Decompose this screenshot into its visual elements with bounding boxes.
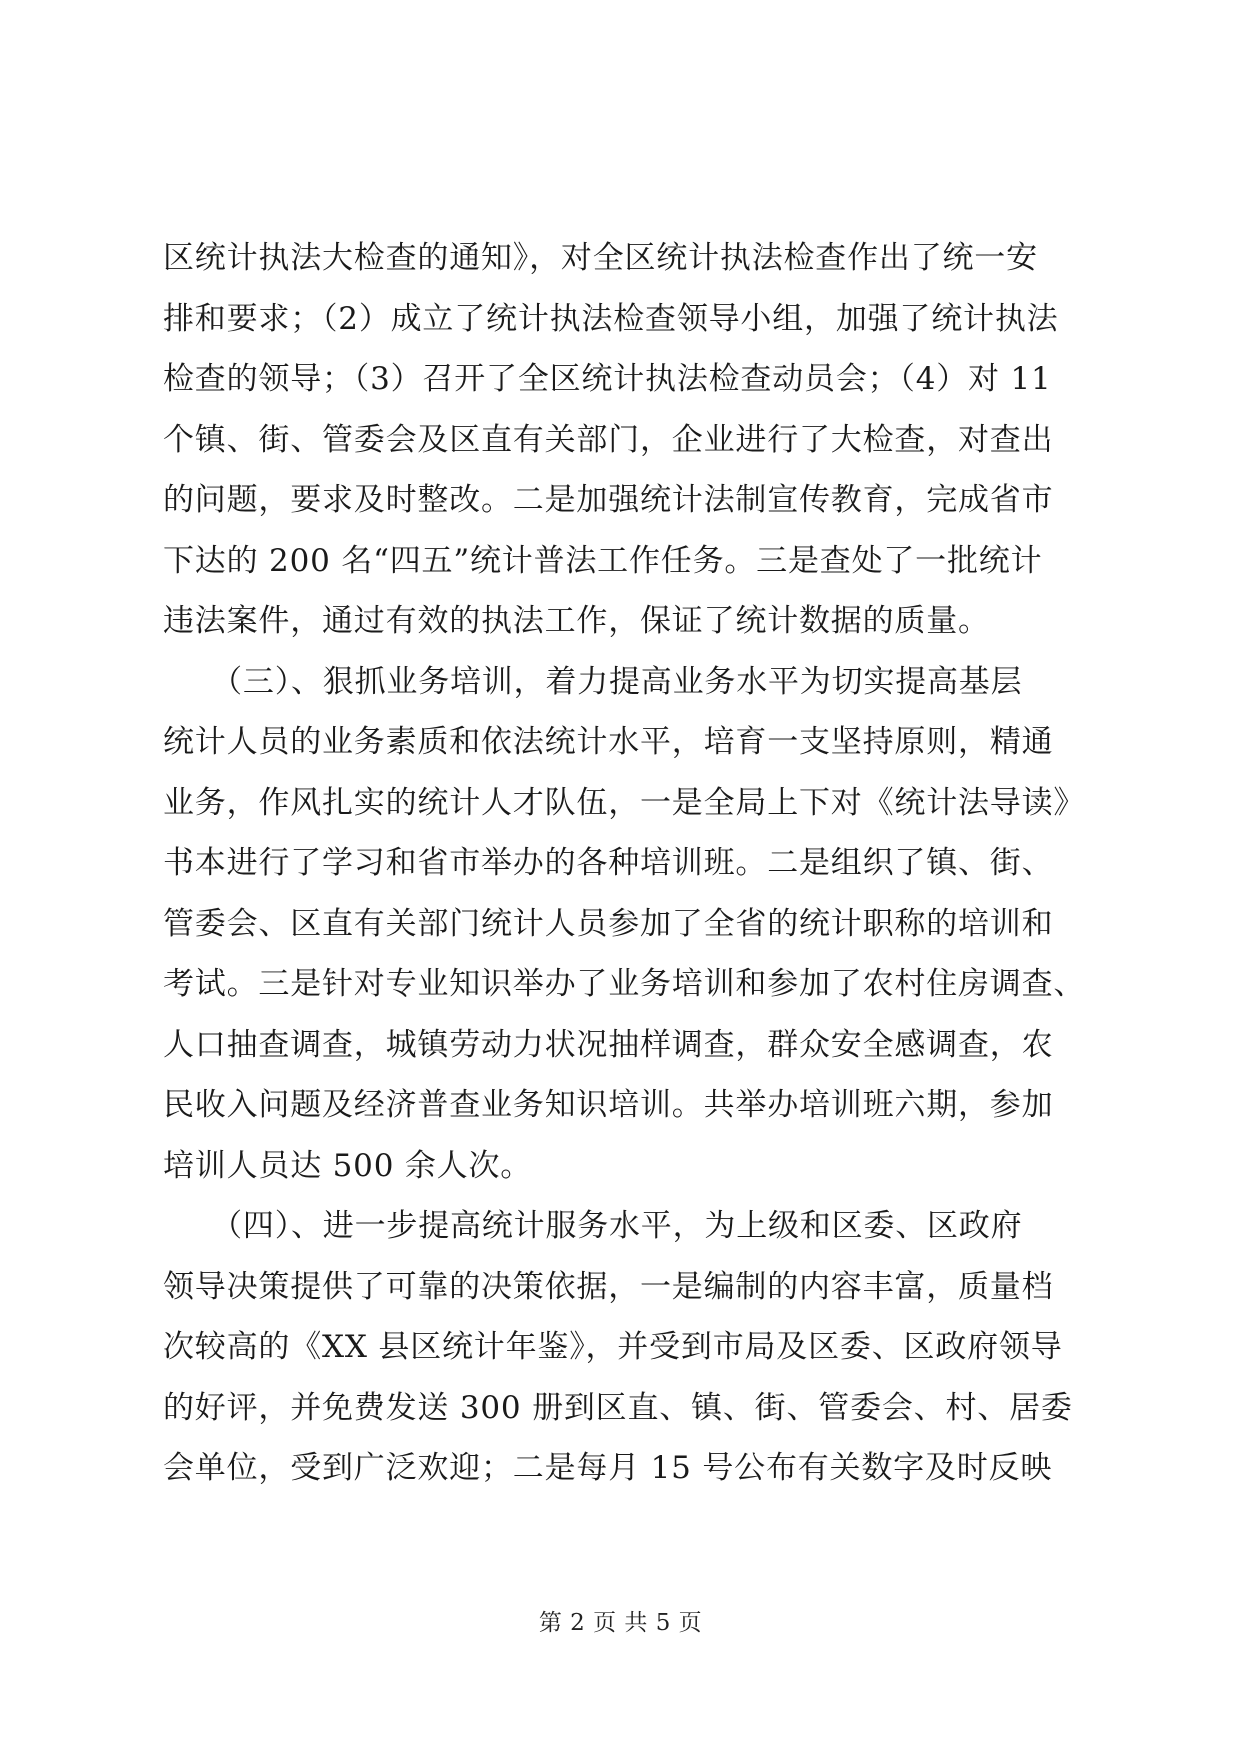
text-line: 的好评，并免费发送 300 册到区直、镇、街、管委会、村、居委	[163, 1389, 1073, 1426]
text-line: 管委会、区直有关部门统计人员参加了全省的统计职称的培训和	[163, 905, 1054, 942]
text-line: 会单位，受到广泛欢迎；二是每月 15 号公布有关数字及时反映	[163, 1450, 1053, 1486]
text-line: 培训人员达 500 余人次。	[163, 1147, 533, 1184]
page-footer: 第 2 页 共 5 页	[538, 1610, 703, 1636]
text-line: 人口抽查调查，城镇劳动力状况抽样调查，群众安全感调查，农	[163, 1026, 1054, 1063]
text-line: 个镇、街、管委会及区直有关部门，企业进行了大检查，对查出	[163, 421, 1054, 458]
text-line: 领导决策提供了可靠的决策依据，一是编制的内容丰富，质量档	[163, 1268, 1054, 1305]
text-line: 次较高的《XX 县区统计年鉴》，并受到市局及区委、区政府领导	[163, 1329, 1063, 1365]
text-line: 统计人员的业务素质和依法统计水平，培育一支坚持原则，精通	[163, 724, 1054, 760]
text-line: 下达的 200 名“四五”统计普法工作任务。三是查处了一批统计	[163, 542, 1043, 579]
text-line: 违法案件，通过有效的执法工作，保证了统计数据的质量。	[163, 603, 990, 639]
text-line: 业务，作风扎实的统计人才队伍，一是全局上下对《统计法导读》	[163, 784, 1086, 821]
text-line: 的问题，要求及时整改。二是加强统计法制宣传教育，完成省市	[163, 482, 1054, 518]
text-line: 检查的领导；（3）召开了全区统计执法检查动员会；（4）对 11	[163, 361, 1052, 397]
body-text	[163, 228, 1086, 1499]
text-line: 区统计执法大检查的通知》，对全区统计执法检查作出了统一安	[163, 240, 1038, 276]
text-line: 排和要求；（2）成立了统计执法检查领导小组，加强了统计执法	[163, 300, 1059, 337]
text-line: （三）、狠抓业务培训，着力提高业务水平为切实提高基层	[163, 663, 1023, 700]
text-line: 书本进行了学习和省市举办的各种培训班。二是组织了镇、街、	[163, 845, 1054, 881]
text-line: （四）、进一步提高统计服务水平，为上级和区委、区政府	[163, 1208, 1023, 1244]
text-line: 民收入问题及经济普查业务知识培训。共举办培训班六期，参加	[163, 1087, 1054, 1123]
text-line: 考试。三是针对专业知识举办了业务培训和参加了农村住房调查、	[163, 966, 1086, 1002]
